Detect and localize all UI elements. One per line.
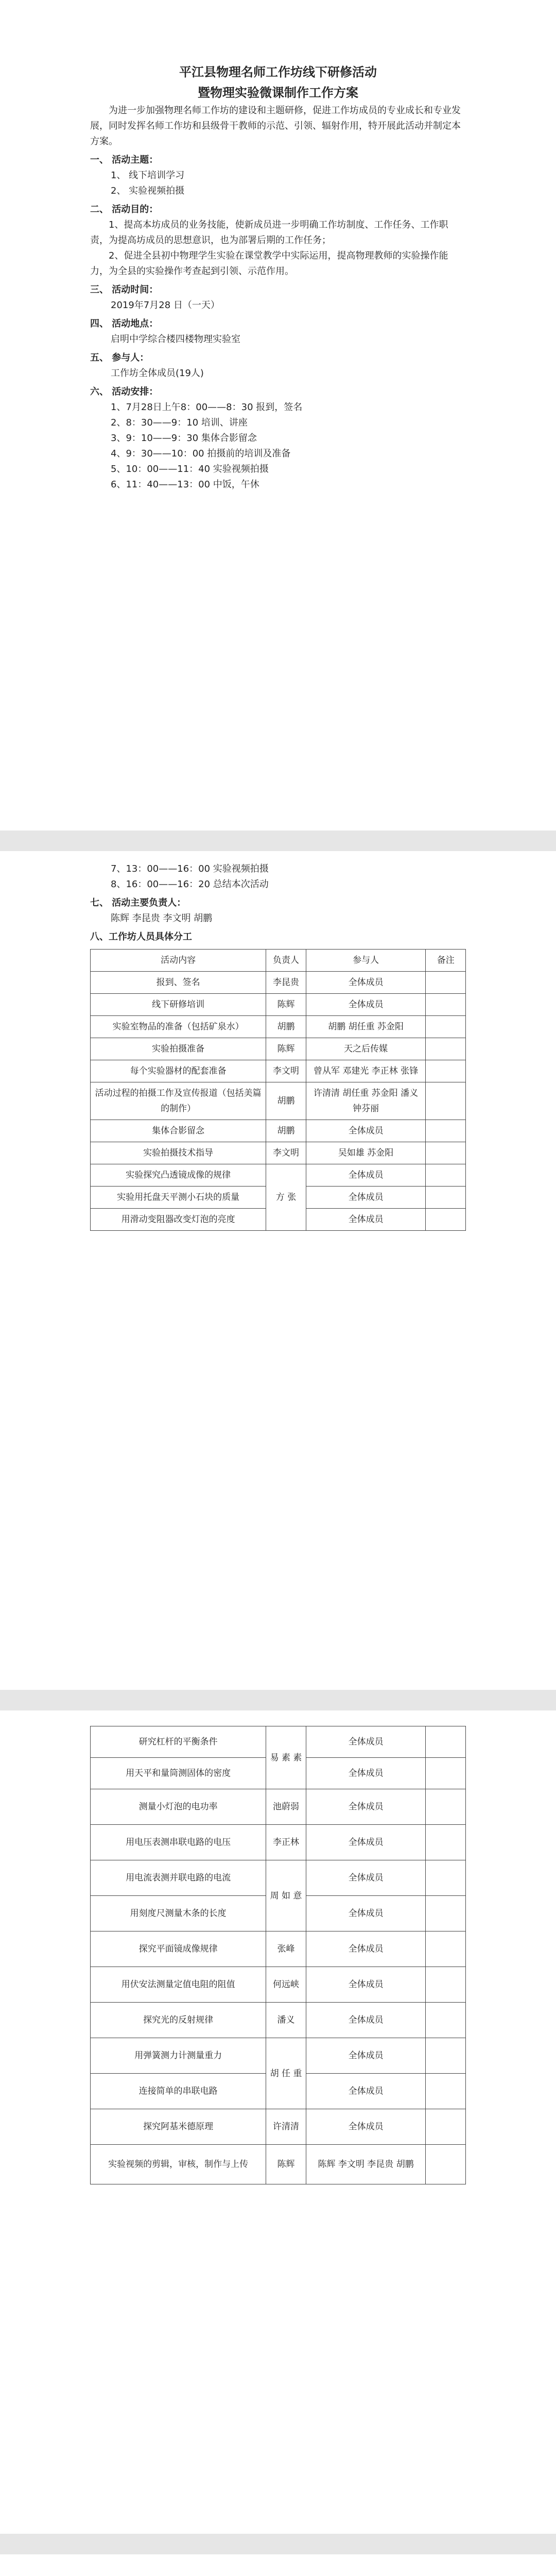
page-gap <box>0 1690 556 1710</box>
cell: 全体成员 <box>306 2003 426 2038</box>
section-1-heading: 一、 活动主题： <box>90 155 159 165</box>
cell <box>426 1789 466 1825</box>
page-gap <box>0 2534 556 2554</box>
cell <box>426 1825 466 1860</box>
cell: 探究阿基米德原理 <box>91 2109 266 2145</box>
cell: 全体成员 <box>306 1209 426 1231</box>
cell <box>426 1120 466 1142</box>
page-1 <box>0 0 556 831</box>
schedule-item: 1、7月28日上午8：00——8：30 报到，签名 <box>111 402 303 413</box>
table-row <box>91 2003 466 2038</box>
cell: 报到、签名 <box>91 972 266 994</box>
cell <box>426 1164 466 1187</box>
cell: 全体成员 <box>306 2109 426 2145</box>
doc-title-line1: 平江县物理名师工作坊线下研修活动 <box>179 65 377 79</box>
section-7-heading: 七、 活动主要负责人： <box>90 897 186 908</box>
schedule-item: 3、9：10——9：30 集体合影留念 <box>111 433 257 444</box>
table-row <box>91 2038 466 2074</box>
cell: 用天平和量筒测固体的密度 <box>91 1758 266 1789</box>
cell <box>426 1082 466 1120</box>
cell: 用伏安法测量定值电阻的阻值 <box>91 1967 266 2003</box>
section-4-value: 启明中学综合楼四楼物理实验室 <box>111 334 240 345</box>
table-row <box>91 1016 466 1038</box>
intro-paragraph: 为进一步加强物理名师工作坊的建设和主题研修，促进工作坊成员的专业成长和专业发展，同时发挥名师工作坊和县级骨干教师的示范、引领、辐射作用，特开展此活动并制定本方案。 <box>90 105 461 147</box>
cell <box>426 994 466 1016</box>
cell: 探究光的反射规律 <box>91 2003 266 2038</box>
cell: 实验探究凸透镜成像的规律 <box>91 1164 266 1187</box>
cell: 全体成员 <box>306 1164 426 1187</box>
cell: 实验拍摄技术指导 <box>91 1142 266 1164</box>
cell <box>426 1967 466 2003</box>
table-row <box>91 1931 466 1967</box>
table-header-row <box>91 950 466 972</box>
cell: 全体成员 <box>306 994 426 1016</box>
cell: 探究平面镜成像规律 <box>91 1931 266 1967</box>
cell: 全体成员 <box>306 1120 426 1142</box>
cell <box>426 1860 466 1896</box>
schedule-item: 8、16：00——16：20 总结本次活动 <box>111 879 269 890</box>
header-cell: 备注 <box>426 950 466 972</box>
section-5-heading: 五、 参与人： <box>90 352 149 363</box>
schedule-item: 2、8：30——9：10 培训、讲座 <box>111 417 248 428</box>
cell: 许清清 胡任重 苏金阳 潘义 钟芬丽 <box>306 1082 426 1120</box>
header-cell: 参与人 <box>306 950 426 972</box>
cell: 张峰 <box>266 1931 306 1967</box>
cell: 方 张 <box>266 1164 306 1231</box>
table-row <box>91 1082 466 1120</box>
cell: 胡鹏 <box>266 1016 306 1038</box>
cell: 全体成员 <box>306 1758 426 1789</box>
cell <box>426 1931 466 1967</box>
table-row <box>91 1038 466 1060</box>
page-2 <box>0 851 556 1690</box>
page-2-content <box>90 861 466 1231</box>
cell: 吴如雄 苏金阳 <box>306 1142 426 1164</box>
cell: 池蔚弱 <box>266 1789 306 1825</box>
schedule-item: 6、11：40——13：00 中饭，午休 <box>111 479 259 490</box>
header-cell: 活动内容 <box>91 950 266 972</box>
section-3-heading: 三、 活动时间： <box>90 284 159 295</box>
division-table-2 <box>90 1726 466 2184</box>
table-row <box>91 1726 466 1758</box>
page-1-content <box>90 62 466 493</box>
cell: 集体合影留念 <box>91 1120 266 1142</box>
cell: 实验视频的剪辑，审核，制作与上传 <box>91 2145 266 2184</box>
section-7-value: 陈辉 李昆贵 李文明 胡鹏 <box>111 913 213 924</box>
table-row <box>91 1164 466 1187</box>
cell: 线下研修培训 <box>91 994 266 1016</box>
cell: 何远峡 <box>266 1967 306 2003</box>
cell: 研究杠杆的平衡条件 <box>91 1726 266 1758</box>
cell: 许清清 <box>266 2109 306 2145</box>
section-8-heading: 八、工作坊人员具体分工 <box>90 931 192 942</box>
table-row <box>91 2109 466 2145</box>
section-6-heading: 六、 活动安排： <box>90 386 159 397</box>
cell <box>426 2145 466 2184</box>
cell: 李昆贵 <box>266 972 306 994</box>
cell: 陈辉 <box>266 994 306 1016</box>
cell: 胡鹏 <box>266 1082 306 1120</box>
cell <box>426 1209 466 1231</box>
page-3-content <box>90 1726 466 2184</box>
cell: 胡 任 重 <box>266 2038 306 2109</box>
cell: 用电流表测并联电路的电流 <box>91 1860 266 1896</box>
cell: 曾从军 邓建光 李正林 张锋 <box>306 1060 426 1082</box>
cell: 李文明 <box>266 1060 306 1082</box>
cell: 全体成员 <box>306 2038 426 2074</box>
table-row <box>91 1825 466 1860</box>
cell: 全体成员 <box>306 1931 426 1967</box>
table-row <box>91 1142 466 1164</box>
cell: 李文明 <box>266 1142 306 1164</box>
page-3 <box>0 1710 556 2534</box>
section-2-para: 2、促进全县初中物理学生实验在课堂教学中实际运用，提高物理教师的实验操作能力，为全县的实验操作考查起到引领、示范作用。 <box>90 250 448 277</box>
cell: 用刻度尺测量木条的长度 <box>91 1896 266 1931</box>
cell: 潘义 <box>266 2003 306 2038</box>
cell <box>426 1016 466 1038</box>
section-1-item: 1、 线下培训学习 <box>111 170 185 181</box>
cell <box>426 1726 466 1758</box>
cell: 活动过程的拍摄工作及宣传报道（包括美篇的制作） <box>91 1082 266 1120</box>
cell <box>426 1142 466 1164</box>
section-5-value: 工作坊全体成员(19人) <box>111 368 204 379</box>
cell: 胡鹏 <box>266 1120 306 1142</box>
section-2-heading: 二、 活动目的： <box>90 204 159 215</box>
cell: 用电压表测串联电路的电压 <box>91 1825 266 1860</box>
section-2-para: 1、提高本坊成员的业务技能，使新成员进一步明确工作坊制度、工作任务、工作职责，为提高坊成员的思想意识，也为部署后期的工作任务； <box>90 219 448 246</box>
cell: 全体成员 <box>306 1967 426 2003</box>
table-row <box>91 972 466 994</box>
cell: 用弹簧测力计测量重力 <box>91 2038 266 2074</box>
cell: 周 如 意 <box>266 1860 306 1931</box>
cell: 胡鹏 胡任重 苏金阳 <box>306 1016 426 1038</box>
header-cell: 负责人 <box>266 950 306 972</box>
cell: 连接简单的串联电路 <box>91 2074 266 2109</box>
table-row <box>91 1789 466 1825</box>
cell: 陈辉 <box>266 1038 306 1060</box>
cell: 李正林 <box>266 1825 306 1860</box>
division-table-1 <box>90 949 466 1231</box>
cell <box>426 1060 466 1082</box>
cell: 全体成员 <box>306 2074 426 2109</box>
page-gap <box>0 831 556 851</box>
cell <box>426 1896 466 1931</box>
cell: 测量小灯泡的电功率 <box>91 1789 266 1825</box>
cell: 陈辉 李文明 李昆贵 胡鹏 <box>306 2145 426 2184</box>
table-row <box>91 1860 466 1896</box>
section-1-item: 2、 实验视频拍摄 <box>111 185 185 196</box>
cell: 易 素 素 <box>266 1726 306 1789</box>
cell: 实验用托盘天平测小石块的质量 <box>91 1187 266 1209</box>
cell: 用滑动变阻器改变灯泡的亮度 <box>91 1209 266 1231</box>
cell <box>426 1187 466 1209</box>
cell <box>426 972 466 994</box>
cell <box>426 1758 466 1789</box>
cell: 实验拍摄准备 <box>91 1038 266 1060</box>
cell <box>426 2109 466 2145</box>
cell: 每个实验器材的配套准备 <box>91 1060 266 1082</box>
cell <box>426 1038 466 1060</box>
cell: 全体成员 <box>306 1825 426 1860</box>
cell: 天之后传媒 <box>306 1038 426 1060</box>
cell <box>426 2038 466 2074</box>
section-4-heading: 四、 活动地点： <box>90 318 159 329</box>
table-row <box>91 1967 466 2003</box>
table-row <box>91 1060 466 1082</box>
cell: 全体成员 <box>306 1896 426 1931</box>
table-row <box>91 994 466 1016</box>
cell: 实验室物品的准备（包括矿泉水） <box>91 1016 266 1038</box>
page-4 <box>0 2554 556 2576</box>
table-row <box>91 2145 466 2184</box>
cell: 全体成员 <box>306 1726 426 1758</box>
cell: 全体成员 <box>306 1789 426 1825</box>
cell: 全体成员 <box>306 1187 426 1209</box>
cell: 全体成员 <box>306 972 426 994</box>
doc-title-line2: 暨物理实验微课制作工作方案 <box>198 86 358 100</box>
cell: 全体成员 <box>306 1860 426 1896</box>
schedule-item: 4、9：30——10：00 拍摄前的培训及准备 <box>111 448 291 459</box>
schedule-item: 5、10：00——11：40 实验视频拍摄 <box>111 464 269 474</box>
schedule-item: 7、13：00——16：00 实验视频拍摄 <box>111 863 269 874</box>
section-3-value: 2019年7月28 日（一天） <box>111 300 220 311</box>
table-row <box>91 1120 466 1142</box>
cell: 陈辉 <box>266 2145 306 2184</box>
cell <box>426 2074 466 2109</box>
cell <box>426 2003 466 2038</box>
